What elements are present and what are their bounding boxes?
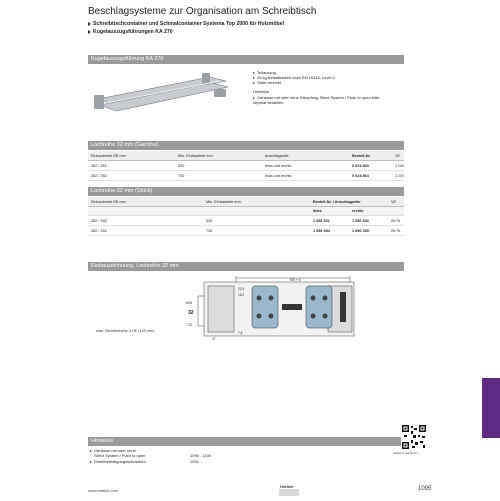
table-cell: 282 / 392 — [88, 216, 203, 226]
table-set — [88, 151, 404, 181]
product-section-header: Kugelauszugsführung KA 270 — [88, 55, 404, 64]
col-header: Bestell-Nr. / Anschlagseite — [310, 197, 388, 207]
feature-3 — [253, 80, 281, 85]
triangle-bullet-icon — [88, 22, 91, 26]
table-piece — [88, 197, 404, 236]
table-cell: 730 — [203, 226, 310, 236]
table-cell: 25 St. — [388, 226, 404, 236]
note-line-3 — [90, 459, 234, 464]
page-title: Beschlagsysteme zur Organisation am Schreibtisch — [88, 6, 317, 17]
dim-label: 7,32 — [186, 323, 193, 327]
table-header-row — [88, 197, 404, 207]
dim-label: 37 — [212, 337, 216, 341]
drawer-runner-image — [92, 67, 232, 117]
table-row — [88, 171, 404, 181]
table-cell: 282 / 392 — [88, 226, 203, 236]
table-row — [88, 226, 404, 236]
order-number: 1 056 352 — [349, 216, 388, 226]
note-label: Silent System / Push to open — [94, 453, 146, 458]
col-header: Bestell-Nr. — [349, 151, 392, 161]
table-piece-header: Lochreihe 32 mm (Stück) — [88, 187, 404, 196]
order-number: 1 056 351 — [310, 216, 349, 226]
order-number: 1 056 355 — [349, 226, 388, 236]
table-cell — [88, 207, 203, 216]
order-number: 1 056 354 — [310, 226, 349, 236]
dim-label: EB + 4 — [290, 278, 301, 282]
triangle-bullet-icon — [90, 461, 92, 463]
qr-code-icon[interactable] — [401, 424, 427, 450]
hint-label: Hinweise — [253, 89, 270, 94]
table-cell: 530 — [175, 161, 262, 171]
page-number: 1095 — [418, 486, 432, 492]
col-header: Anschlagseite — [262, 151, 349, 161]
drawing-section-header: Einbauzeichnung, Lochreihe 32 mm — [88, 262, 404, 271]
table-cell — [388, 207, 404, 216]
triangle-bullet-icon — [253, 97, 255, 99]
dim-label: 69,8 — [186, 301, 193, 305]
col-header: Einbaubreite EB mm — [88, 197, 203, 207]
note-label: Gehäuse mit oder ohne — [94, 448, 136, 453]
dim-label: 32 — [188, 310, 194, 316]
order-number: 0 024 864 — [349, 171, 392, 181]
triangle-bullet-icon — [253, 77, 255, 79]
dim-label: 16,2 — [238, 293, 245, 297]
note-value: 1090 - 1100 — [190, 453, 212, 458]
col-header: Min. Einbautiefe mm — [175, 151, 262, 161]
table-cell: links und rechts — [262, 171, 349, 181]
feature-2-text: 25 kg Belastbarkeit nach EN 15338, Level 2 — [257, 75, 335, 80]
col-header: Min. Einbautiefe mm — [203, 197, 310, 207]
subcol-header: rechts — [349, 207, 388, 216]
table-row — [88, 161, 404, 171]
subtitle-text-1: Schreibtischcontainer und Schmalcontainer Systema Top 2000 für Holzmöbel — [93, 21, 285, 27]
table-set-header: Lochreihe 32 mm (Garnitur) — [88, 141, 404, 150]
col-header: Einbaubreite EB mm — [88, 151, 175, 161]
table-subheader-row — [88, 207, 404, 216]
table-cell — [203, 207, 310, 216]
subtitle-line-2 — [88, 29, 173, 35]
triangle-bullet-icon — [88, 30, 91, 34]
subtitle-text-2: Kugelauszugsführungen KA 270 — [93, 29, 173, 35]
feature-3-text: Stahl verzinkt — [257, 80, 282, 85]
table-row — [88, 216, 404, 226]
hint-item-1 — [253, 95, 393, 105]
brand-name: Hettich — [280, 484, 294, 489]
hint-item-1-text: Gehäuse mit oder ohne Dämpfung Silent System / Push to open bitte separat bestellen — [253, 95, 380, 105]
triangle-bullet-icon — [253, 82, 255, 84]
note-line-2 — [94, 453, 234, 458]
qr-caption: hettich.com/short/… — [393, 451, 420, 455]
footer-url[interactable]: www.hettich.com — [88, 488, 119, 493]
note-label: Direktbefestigungsschrauben — [94, 459, 146, 464]
table-cell: 1 GN — [392, 171, 404, 181]
feature-1-text: Teilauszug — [257, 70, 276, 75]
subtitle-line-1 — [88, 21, 284, 27]
hettich-logo — [279, 483, 299, 501]
table-cell: 282 / 392 — [88, 171, 175, 181]
triangle-bullet-icon — [253, 72, 255, 74]
col-header: VE — [392, 151, 404, 161]
logo-mark-icon — [279, 489, 299, 496]
table-cell: 730 — [175, 171, 262, 181]
table-cell: links und rechts — [262, 161, 349, 171]
table-cell: 1 GN — [392, 161, 404, 171]
dim-label: 7,5 — [238, 331, 243, 335]
dim-label: 22,4 — [238, 287, 245, 291]
table-cell: 282 / 392 — [88, 161, 175, 171]
installation-drawing — [186, 274, 370, 344]
table-cell: 25 St. — [388, 216, 404, 226]
chapter-tab — [482, 378, 500, 438]
triangle-bullet-icon — [90, 450, 92, 452]
table-cell: 530 — [203, 216, 310, 226]
table-header-row — [88, 151, 404, 161]
notes-header: Hinweise — [88, 437, 404, 446]
col-header: VE — [388, 197, 404, 207]
subcol-header: links — [310, 207, 349, 216]
order-number: 0 024 863 — [349, 161, 392, 171]
drawing-note: max. Blendenhöhe 3 HE (143 mm) — [96, 329, 155, 333]
note-value: 1091 — [190, 459, 199, 464]
